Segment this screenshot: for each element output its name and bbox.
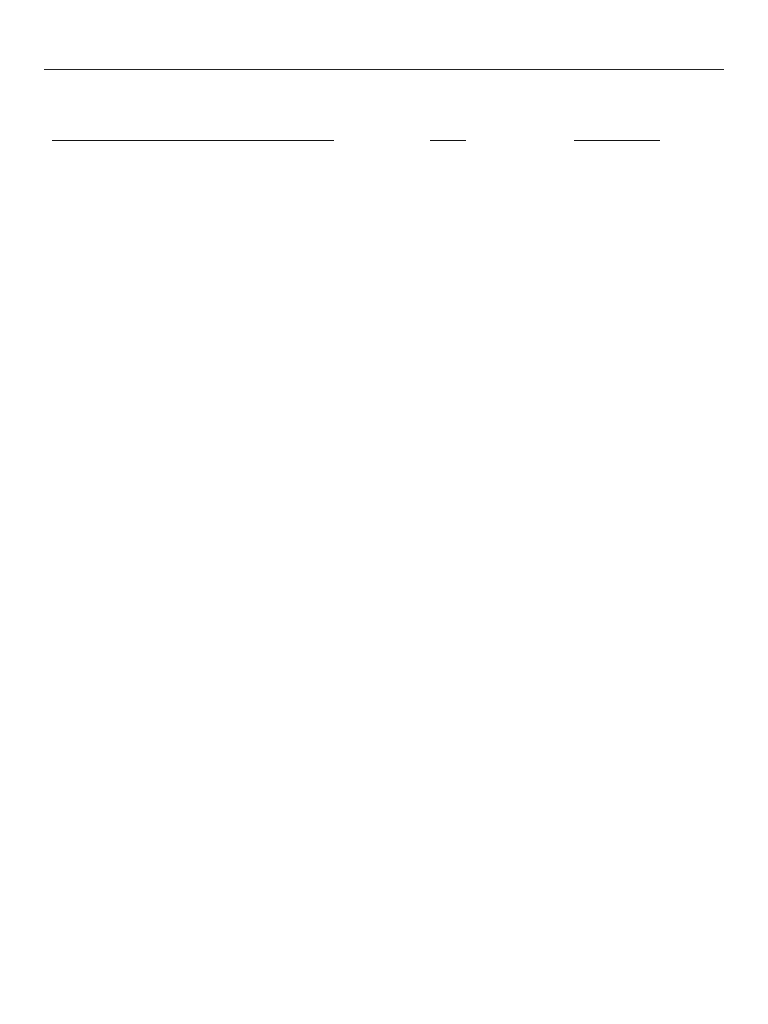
name-blank[interactable] bbox=[52, 128, 334, 141]
name-field bbox=[44, 126, 334, 147]
date-field bbox=[574, 126, 660, 147]
header-divider bbox=[44, 69, 724, 70]
class-blank[interactable] bbox=[430, 128, 466, 141]
class-field bbox=[426, 126, 466, 147]
date-blank[interactable] bbox=[574, 128, 660, 141]
watermark bbox=[190, 263, 725, 858]
